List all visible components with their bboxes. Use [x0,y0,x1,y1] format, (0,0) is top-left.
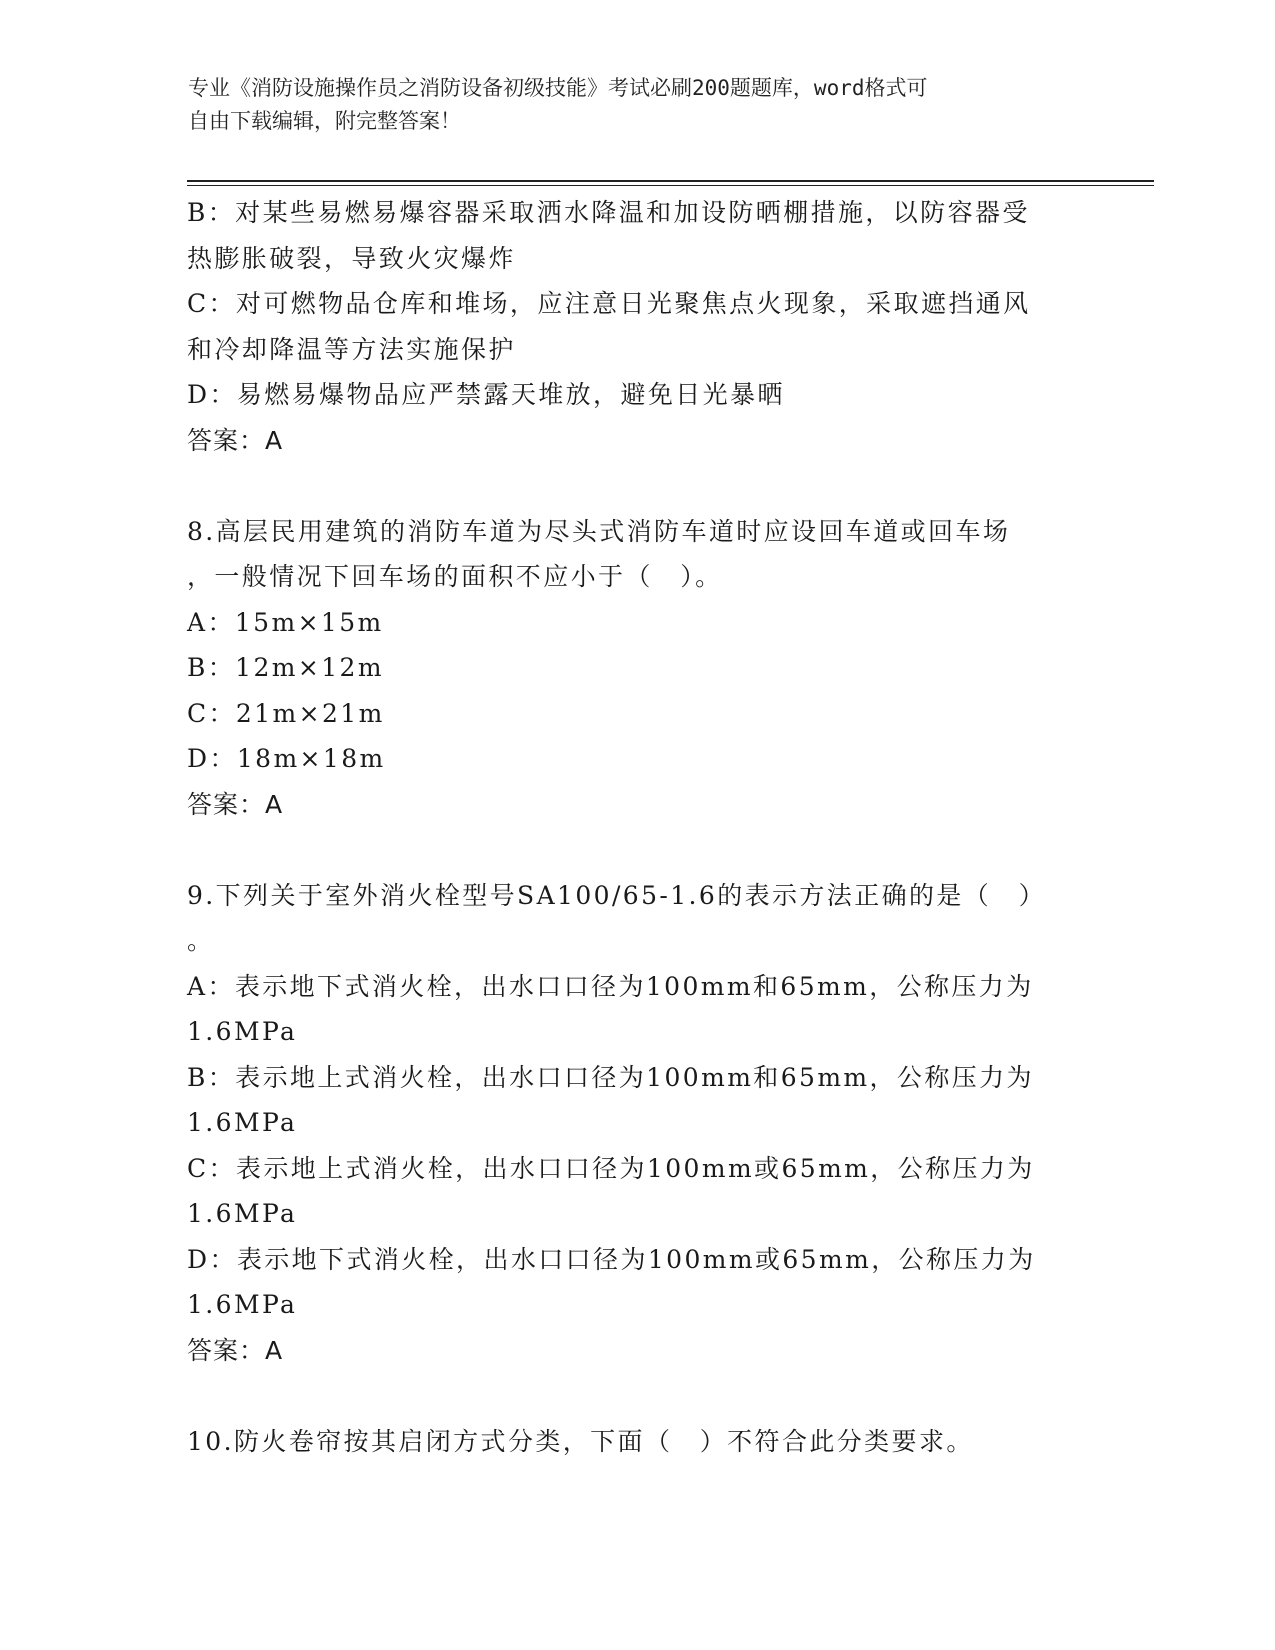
spacer [187,1373,1087,1419]
header-line-2: 自由下载编辑，附完整答案！ [188,109,461,133]
option-b-line-2: 热膨胀破裂，导致火灾爆炸 [187,243,516,273]
question-stem-line-2: 。 [187,926,215,955]
option-b-line-1: B：表示地上式消火栓，出水口口径为100mm和65mm，公称压力为 [187,1062,1034,1092]
document-header [188,72,1088,138]
option-d: D：18m×18m [187,744,386,773]
question-stem-line-1: 8.高层民用建筑的消防车道为尽头式消防车道时应设回车道或回车场 [187,516,1011,546]
option-a: A：15m×15m [187,607,384,637]
option-c-line-1: C：对可燃物品仓库和堆场，应注意日光聚焦点火现象，采取遮挡通风 [187,289,1031,318]
header-line-1: 专业《消防设施操作员之消防设备初级技能》考试必刷200题题库，word格式可 [188,76,928,100]
header-divider [187,180,1154,186]
answer: 答案：A [187,1335,284,1365]
question-7 [187,190,1087,463]
spacer [187,463,1087,509]
option-a-line-2: 1.6MPa [187,1017,298,1046]
question-8 [187,509,1087,828]
option-d-line-1: D：表示地下式消火栓，出水口口径为100mm或65mm，公称压力为 [187,1244,1036,1274]
question-list [187,190,1087,1464]
spacer [187,827,1087,873]
question-stem-line-2: ，一般情况下回车场的面积不应小于（ ）。 [187,562,723,591]
question-10 [187,1419,1087,1465]
question-stem-line-1: 9.下列关于室外消火栓型号SA100/65-1.6的表示方法正确的是（ ） [187,880,1046,910]
option-b-line-1: B：对某些易燃易爆容器采取洒水降温和加设防晒棚措施，以防容器受 [187,198,1030,227]
option-c-line-2: 和冷却降温等方法实施保护 [187,334,516,364]
answer: 答案：A [187,425,284,455]
option-a-line-1: A：表示地下式消火栓，出水口口径为100mm和65mm，公称压力为 [187,971,1034,1001]
question-9 [187,873,1087,1374]
option-b: B：12m×12m [187,653,384,682]
answer: 答案：A [187,789,284,819]
option-c: C：21m×21m [187,698,385,728]
option-c-line-2: 1.6MPa [187,1199,298,1228]
option-d: D：易燃易爆物品应严禁露天堆放，避免日光暴晒 [187,380,785,409]
option-b-line-2: 1.6MPa [187,1108,298,1137]
option-d-line-2: 1.6MPa [187,1290,298,1319]
question-stem: 10.防火卷帘按其启闭方式分类，下面（ ）不符合此分类要求。 [187,1426,974,1456]
option-c-line-1: C：表示地上式消火栓，出水口口径为100mm或65mm，公称压力为 [187,1153,1035,1183]
